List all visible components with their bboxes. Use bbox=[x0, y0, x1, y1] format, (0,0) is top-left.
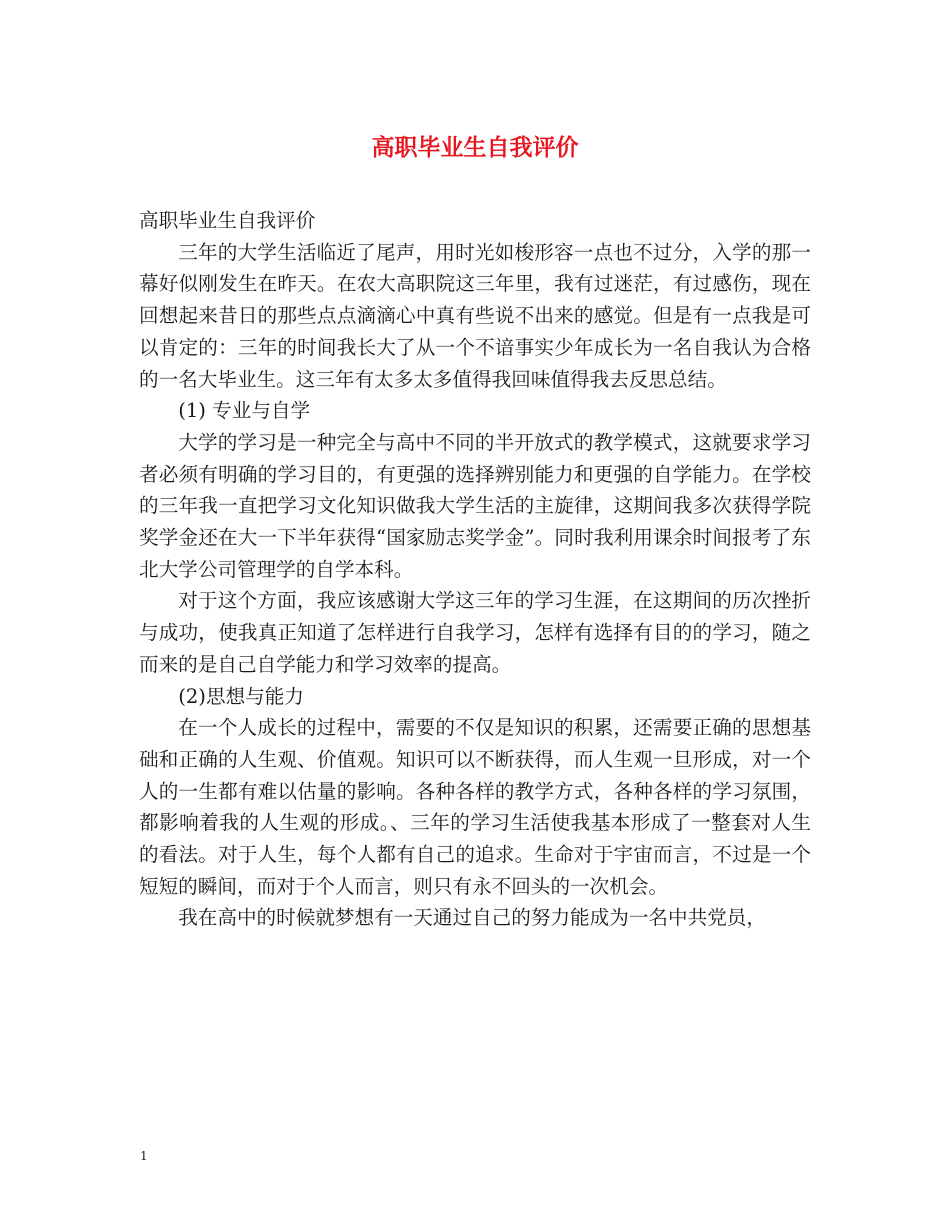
section-heading-major-and-self-study: (1) 专业与自学 bbox=[178, 399, 311, 423]
section-heading-thought-and-ability: (2)思想与能力 bbox=[178, 684, 304, 708]
paragraph-gratitude: 对于这个方面，我应该感谢大学这三年的学习生涯，在这期间的历次挫折与成功，使我真正知道了怎样进行自我学习，怎样有选择有目的的学习，随之而来的是自己自学能力和学习效率的提高。 bbox=[139, 589, 811, 676]
paragraph-party-dream: 我在高中的时候就梦想有一天通过自己的努力能成为一名中共党员， bbox=[178, 906, 766, 930]
paragraph-study-mode: 大学的学习是一种完全与高中不同的半开放式的教学模式，这就要求学习者必须有明确的学习目的，有更强的选择辨别能力和更强的自学能力。在学校的三年我一直把学习文化知识做我大学生活的主旋律，这期间我多次获得学院奖学金还在大一下半年获得“国家励志奖学金”。同时我利用课余时间报考了东北大学公司管理学的自学本科。 bbox=[139, 430, 811, 581]
document-title: 高职毕业生自我评价 bbox=[371, 134, 579, 161]
document-subtitle: 高职毕业生自我评价 bbox=[139, 209, 316, 232]
page-number: 1 bbox=[140, 1149, 148, 1163]
paragraph-intro: 三年的大学生活临近了尾声，用时光如梭形容一点也不过分，入学的那一幕好似刚发生在昨天。在农大高职院这三年里，我有过迷茫，有过感伤，现在回想起来昔日的那些点点滴滴心中真有些说不出来的感觉。但是有一点我是可以肯定的：三年的时间我长大了从一个不谙事实少年成长为一名自我认为合格的一名大毕业生。这三年有太多太多值得我回味值得我去反思总结。 bbox=[139, 240, 811, 391]
paragraph-growth: 在一个人成长的过程中，需要的不仅是知识的积累，还需要正确的思想基础和正确的人生观、价值观。知识可以不断获得，而人生观一旦形成，对一个人的一生都有难以估量的影响。各种各样的教学方式，各种各样的学习氛围，都影响着我的人生观的形成。、三年的学习生活使我基本形成了一整套对人生的看法。对于人生，每个人都有自己的追求。生命对于宇宙而言，不过是一个短短的瞬间，而对于个人而言，则只有永不回头的一次机会。 bbox=[139, 716, 811, 898]
document-body bbox=[139, 205, 811, 934]
